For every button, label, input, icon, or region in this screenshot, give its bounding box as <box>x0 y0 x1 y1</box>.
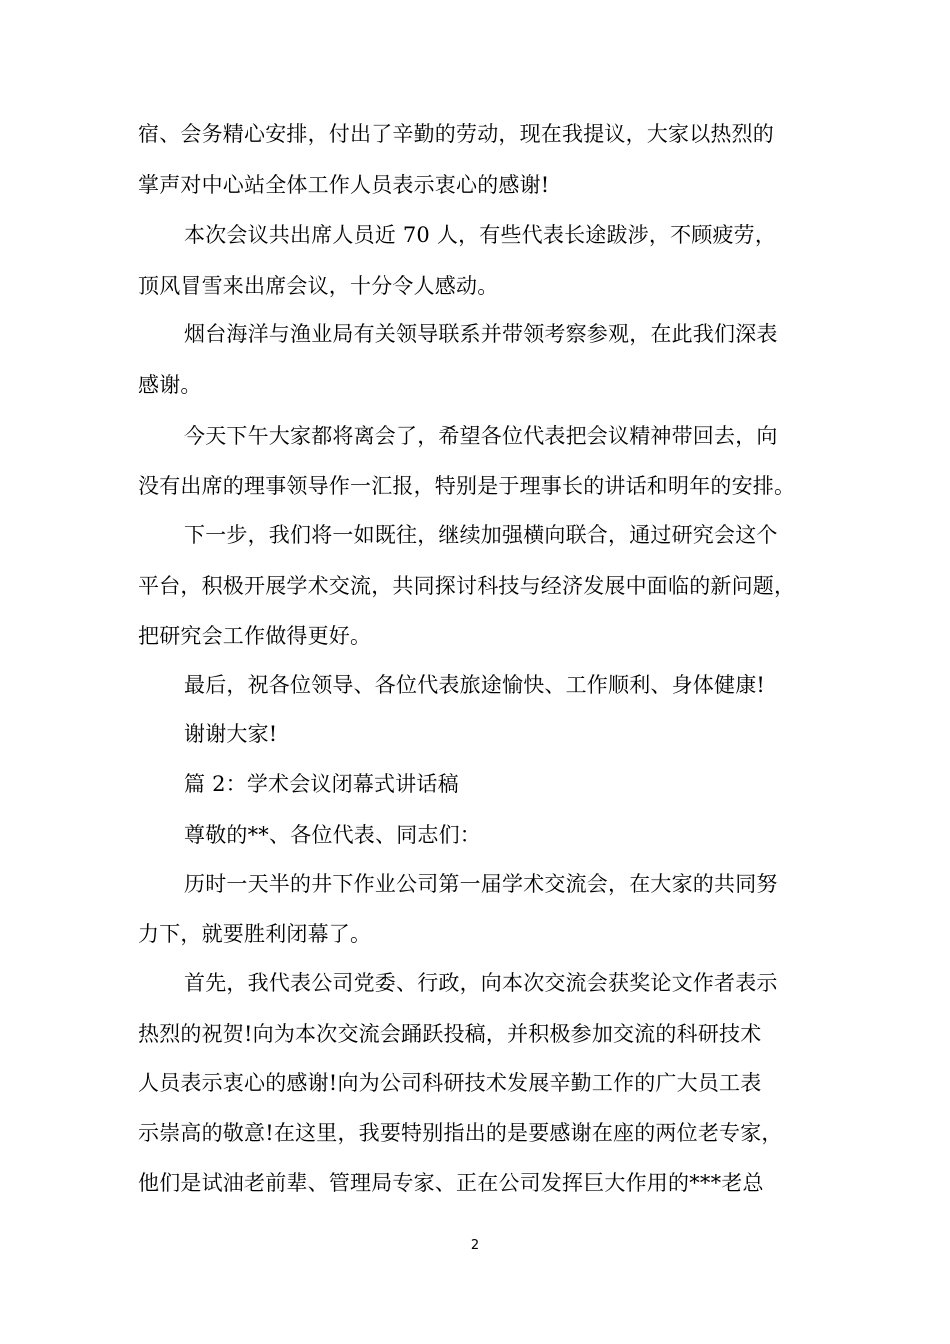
text-line: 人员表示衷心的感谢!向为公司科研技术发展辛勤工作的广大员工表 <box>138 1071 762 1095</box>
text-line: 谢谢大家! <box>184 722 278 746</box>
text-line: 热烈的祝贺!向为本次交流会踊跃投稿，并积极参加交流的科研技术 <box>138 1022 762 1046</box>
salutation: 尊敬的**、各位代表、同志们： <box>184 823 481 847</box>
text-line: 首先，我代表公司党委、行政，向本次交流会获奖论文作者表示 <box>184 971 778 995</box>
text-line: 没有出席的理事领导作一汇报，特别是于理事长的讲话和明年的安排。 <box>138 474 796 498</box>
text-line: 最后，祝各位领导、各位代表旅途愉快、工作顺利、身体健康! <box>184 673 766 697</box>
text-line: 感谢。 <box>138 373 202 397</box>
section-heading: 篇 2：学术会议闭幕式讲话稿 <box>184 772 459 796</box>
text-line: 今天下午大家都将离会了，希望各位代表把会议精神带回去，向 <box>184 424 778 448</box>
text-line: 他们是试油老前辈、管理局专家、正在公司发挥巨大作用的***老总 <box>138 1171 764 1195</box>
text-line: 顶风冒雪来出席会议，十分令人感动。 <box>138 274 499 298</box>
text-line: 把研究会工作做得更好。 <box>138 624 372 648</box>
text-line: 下一步，我们将一如既往，继续加强横向联合，通过研究会这个 <box>184 523 778 547</box>
text-line: 历时一天半的井下作业公司第一届学术交流会，在大家的共同努 <box>184 872 778 896</box>
text-line: 掌声对中心站全体工作人员表示衷心的感谢! <box>138 173 550 197</box>
page-number: 2 <box>470 1238 480 1253</box>
text-line: 烟台海洋与渔业局有关领导联系并带领考察参观，在此我们深表 <box>184 322 778 346</box>
text-line: 本次会议共出席人员近 70 人，有些代表长途跋涉，不顾疲劳， <box>184 223 777 247</box>
text-line: 示崇高的敬意!在这里，我要特别指出的是要感谢在座的两位老专家， <box>138 1121 783 1145</box>
text-line: 平台，积极开展学术交流，共同探讨科技与经济发展中面临的新问题， <box>138 574 796 598</box>
text-line: 力下，就要胜利闭幕了。 <box>138 922 372 946</box>
text-line: 宿、会务精心安排，付出了辛勤的劳动，现在我提议，大家以热烈的 <box>138 122 774 146</box>
